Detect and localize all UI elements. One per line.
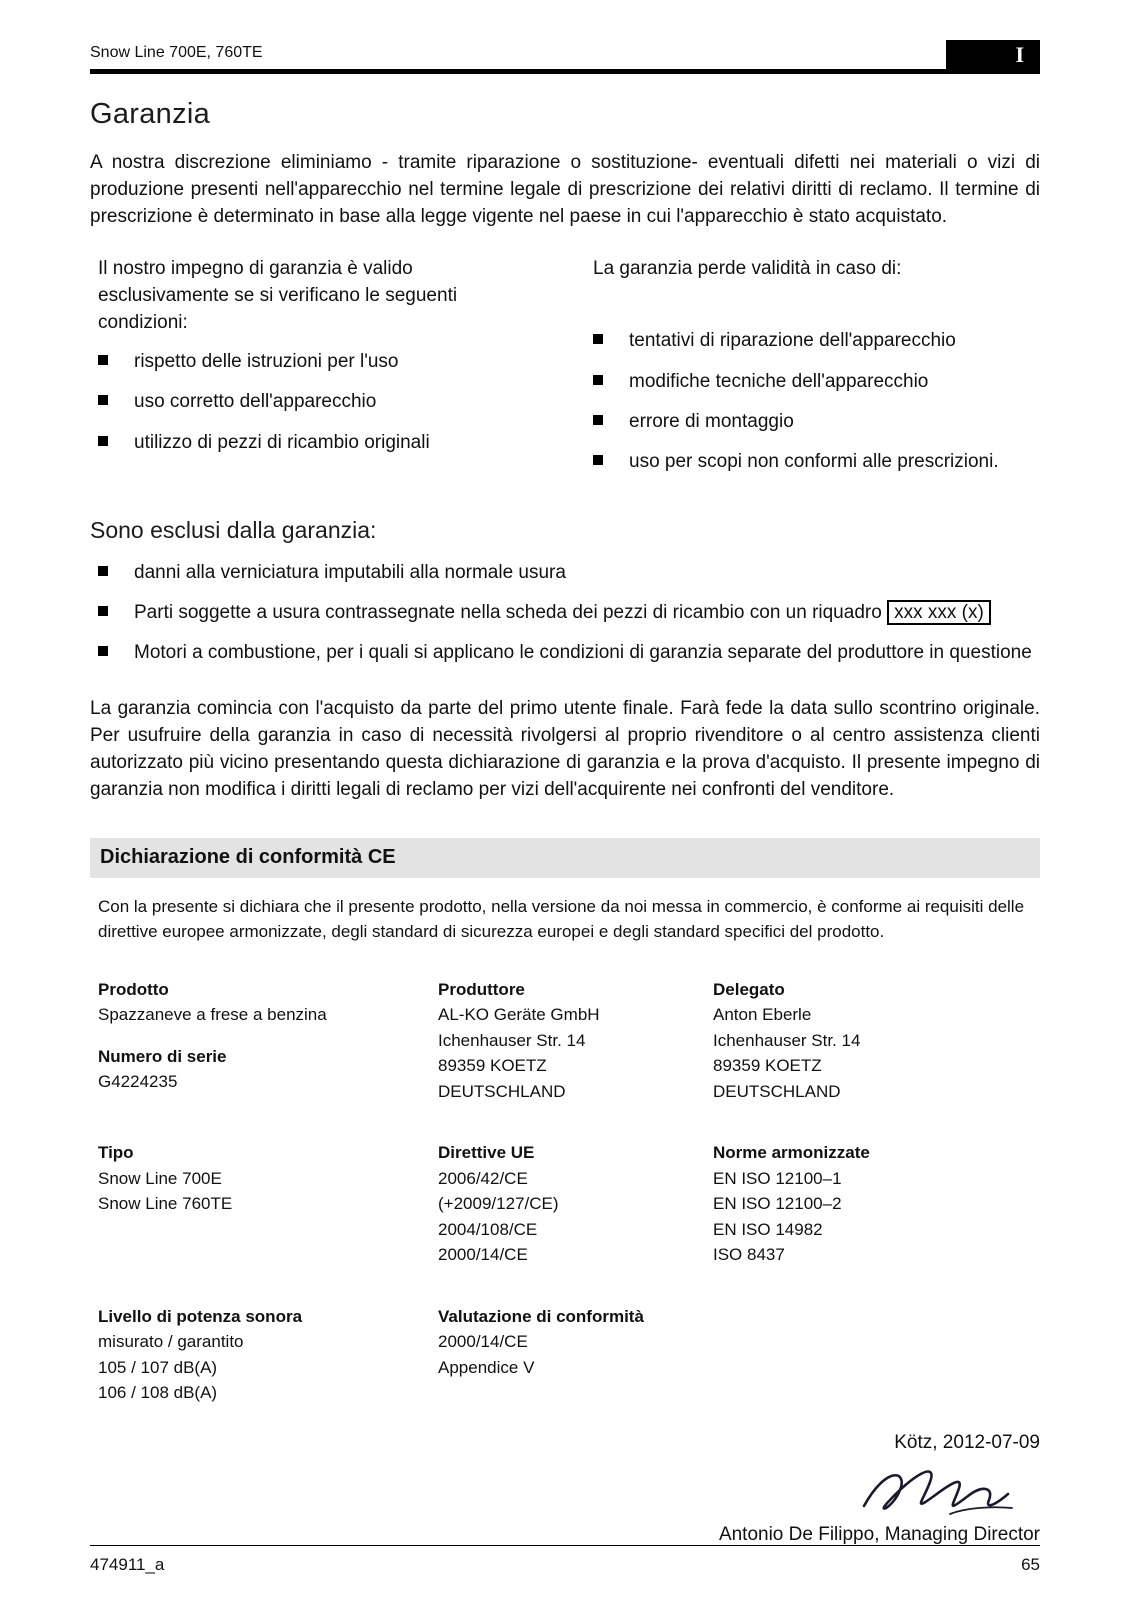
list-item-text: rispetto delle istruzioni per l'uso bbox=[134, 351, 399, 373]
delegate-line: 89359 KOETZ bbox=[713, 1056, 822, 1076]
list-item bbox=[593, 369, 1040, 394]
conformity-evaluation-label: Valutazione di conformità bbox=[438, 1306, 644, 1326]
manufacturer-label: Produttore bbox=[438, 979, 525, 999]
manufacturer-line: AL-KO Geräte GmbH bbox=[438, 1005, 600, 1025]
list-item bbox=[98, 389, 545, 414]
list-item bbox=[98, 430, 545, 455]
standard-line: EN ISO 12100–1 bbox=[713, 1168, 842, 1188]
list-item-text: modifiche tecniche dell'apparecchio bbox=[629, 370, 929, 392]
bullet-icon bbox=[593, 415, 603, 425]
signature-row bbox=[98, 1458, 1040, 1522]
list-item bbox=[98, 349, 545, 374]
sound-power-line: 106 / 108 dB(A) bbox=[98, 1383, 218, 1403]
sound-power-block bbox=[98, 1304, 438, 1406]
list-item-text: Motori a combustione, per i quali si applicano le condizioni di garanzia separate del produttore in questione bbox=[134, 641, 1032, 663]
delegate-line: Ichenhauser Str. 14 bbox=[713, 1030, 861, 1050]
void-conditions-column bbox=[593, 256, 1040, 488]
type-label: Tipo bbox=[98, 1143, 134, 1163]
void-conditions-heading: La garanzia perde validità in caso di: bbox=[593, 258, 902, 280]
exclusions-heading: Sono esclusi dalla garanzia: bbox=[90, 516, 377, 543]
list-item bbox=[98, 640, 1040, 665]
standard-line: ISO 8437 bbox=[713, 1245, 785, 1265]
language-badge: I bbox=[946, 40, 1040, 69]
ce-declaration-intro: Con la presente si dichiara che il presente prodotto, nella versione da noi messa in commercio, è conforme ai requisiti delle direttive europee armonizzate, degli standard di sicurezza europei e degli standard specifici del prodotto. bbox=[98, 896, 1025, 942]
empty-cell bbox=[713, 1304, 1040, 1406]
document-number: 474911_a bbox=[90, 1555, 165, 1574]
list-item-text: tentativi di riparazione dell'apparecchio bbox=[629, 330, 956, 352]
eu-directives-block bbox=[438, 1140, 713, 1268]
delegate-label: Delegato bbox=[713, 979, 785, 999]
bullet-icon bbox=[98, 436, 108, 446]
sound-power-label: Livello di potenza sonora bbox=[98, 1306, 303, 1326]
exclusion-text: Parti soggette a usura contrassegnate nella scheda dei pezzi di ricambio con un riquadro bbox=[134, 601, 882, 623]
list-item bbox=[98, 600, 1040, 625]
warranty-closing-paragraph: La garanzia comincia con l'acquisto da parte del primo utente finale. Farà fede la data sullo scontrino originale. Per usufruire della garanzia in caso di necessità rivolgersi al proprio rivenditore o al centro assistenza clienti autorizzato più vicino presentando questa dichiarazione di garanzia e la prova d'acquisto. Il presente impegno di garanzia non modifica i diritti legali di reclamo per vizi dell'acquirente nei confronti del venditore. bbox=[90, 698, 1040, 801]
serial-number-value: G4224235 bbox=[98, 1072, 178, 1092]
directive-line: 2006/42/CE bbox=[438, 1168, 528, 1188]
page-number: 65 bbox=[1021, 1555, 1040, 1574]
product-value: Spazzaneve a frese a benzina bbox=[98, 1005, 327, 1025]
list-item-text: uso corretto dell'apparecchio bbox=[134, 391, 377, 413]
bullet-icon bbox=[593, 455, 603, 465]
ce-declaration-grid bbox=[98, 977, 1040, 1406]
page-title: Garanzia bbox=[90, 98, 211, 130]
void-conditions-list bbox=[593, 328, 1040, 473]
type-line: Snow Line 700E bbox=[98, 1168, 222, 1188]
product-block bbox=[98, 977, 438, 1105]
list-item bbox=[593, 328, 1040, 353]
delegate-line: DEUTSCHLAND bbox=[713, 1081, 841, 1101]
bullet-icon bbox=[98, 355, 108, 365]
directive-line: 2004/108/CE bbox=[438, 1219, 538, 1239]
list-item-text: utilizzo di pezzi di ricambio originali bbox=[134, 431, 430, 453]
standard-line: EN ISO 14982 bbox=[713, 1219, 823, 1239]
list-item-text bbox=[134, 600, 991, 625]
delegate-line: Anton Eberle bbox=[713, 1005, 812, 1025]
ce-declaration-heading: Dichiarazione di conformità CE bbox=[90, 838, 1040, 878]
page-header bbox=[90, 40, 1040, 69]
bullet-icon bbox=[98, 606, 108, 616]
manufacturer-block bbox=[438, 977, 713, 1105]
sound-power-line: misurato / garantito bbox=[98, 1332, 244, 1352]
conformity-line: 2000/14/CE bbox=[438, 1332, 528, 1352]
place-date: Kötz, 2012-07-09 bbox=[894, 1431, 1040, 1453]
list-item bbox=[593, 449, 1040, 474]
bullet-icon bbox=[98, 566, 108, 576]
signatory-name: Antonio De Filippo, Managing Director bbox=[718, 1523, 1040, 1545]
bullet-icon bbox=[98, 646, 108, 656]
valid-conditions-column bbox=[98, 256, 545, 488]
list-item bbox=[593, 409, 1040, 434]
list-item-text: danni alla verniciatura imputabili alla normale usura bbox=[134, 561, 566, 583]
harmonized-standards-label: Norme armonizzate bbox=[713, 1143, 870, 1163]
conformity-line: Appendice V bbox=[438, 1357, 535, 1377]
bullet-icon bbox=[593, 375, 603, 385]
conformity-evaluation-block bbox=[438, 1304, 713, 1406]
product-label: Prodotto bbox=[98, 979, 169, 999]
valid-conditions-heading: Il nostro impegno di garanzia è valido esclusivamente se si verificano le seguenti condizioni: bbox=[98, 258, 458, 334]
type-line: Snow Line 760TE bbox=[98, 1194, 233, 1214]
manufacturer-line: 89359 KOETZ bbox=[438, 1056, 547, 1076]
list-item-text: errore di montaggio bbox=[629, 410, 794, 432]
page-footer bbox=[90, 1545, 1040, 1575]
delegate-block bbox=[713, 977, 1040, 1105]
directive-line: (+2009/127/CE) bbox=[438, 1194, 559, 1214]
list-item-text: uso per scopi non conformi alle prescrizioni. bbox=[629, 450, 999, 472]
exclusions-list bbox=[90, 560, 1040, 665]
type-block bbox=[98, 1140, 438, 1268]
directive-line: 2000/14/CE bbox=[438, 1245, 528, 1265]
header-rule bbox=[90, 69, 1040, 74]
harmonized-standards-block bbox=[713, 1140, 1040, 1268]
signature-image bbox=[850, 1458, 1020, 1522]
eu-directives-label: Direttive UE bbox=[438, 1143, 535, 1163]
bullet-icon bbox=[98, 395, 108, 405]
manufacturer-line: DEUTSCHLAND bbox=[438, 1081, 566, 1101]
ce-declaration-section bbox=[90, 894, 1040, 1546]
spare-part-code-box: xxx xxx (x) bbox=[887, 600, 991, 625]
list-item bbox=[98, 560, 1040, 585]
standard-line: EN ISO 12100–2 bbox=[713, 1194, 842, 1214]
serial-number-label: Numero di serie bbox=[98, 1046, 227, 1066]
manufacturer-line: Ichenhauser Str. 14 bbox=[438, 1030, 586, 1050]
valid-conditions-list bbox=[98, 349, 545, 454]
header-model-title: Snow Line 700E, 760TE bbox=[90, 44, 263, 61]
warranty-intro-paragraph: A nostra discrezione eliminiamo - tramite riparazione o sostituzione- eventuali difetti nei materiali o vizi di produzione presenti nell'apparecchio nel termine legale di prescrizione dei relativi diritti di reclamo. Il termine di prescrizione è determinato in base alla legge vigente nel paese in cui l'apparecchio è stato acquistato. bbox=[90, 152, 1040, 228]
conditions-columns bbox=[90, 256, 1040, 488]
sound-power-line: 105 / 107 dB(A) bbox=[98, 1357, 218, 1377]
bullet-icon bbox=[593, 334, 603, 344]
